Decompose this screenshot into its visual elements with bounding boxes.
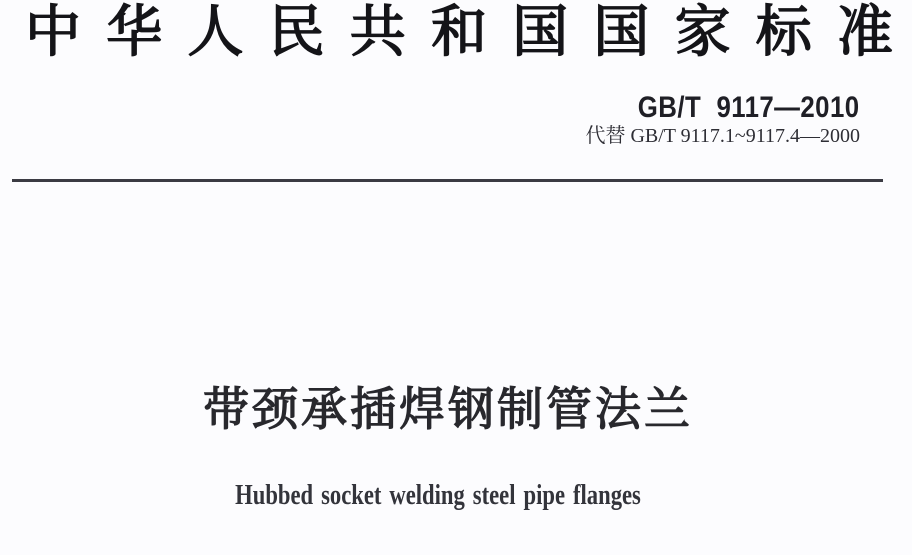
header-divider-line [12, 179, 883, 182]
national-standard-heading: 中华人民共和国国家标准 [25, 2, 893, 64]
replaces-note: 代替 GB/T 9117.1~9117.4—2000 [585, 125, 860, 147]
standard-code-block [585, 93, 860, 147]
document-title-chinese: 带颈承插焊钢制管法兰 [203, 383, 693, 435]
document-title-english: Hubbed socket welding steel pipe flanges [235, 479, 641, 511]
standard-code: GB/T 9117—2010 [638, 91, 860, 124]
